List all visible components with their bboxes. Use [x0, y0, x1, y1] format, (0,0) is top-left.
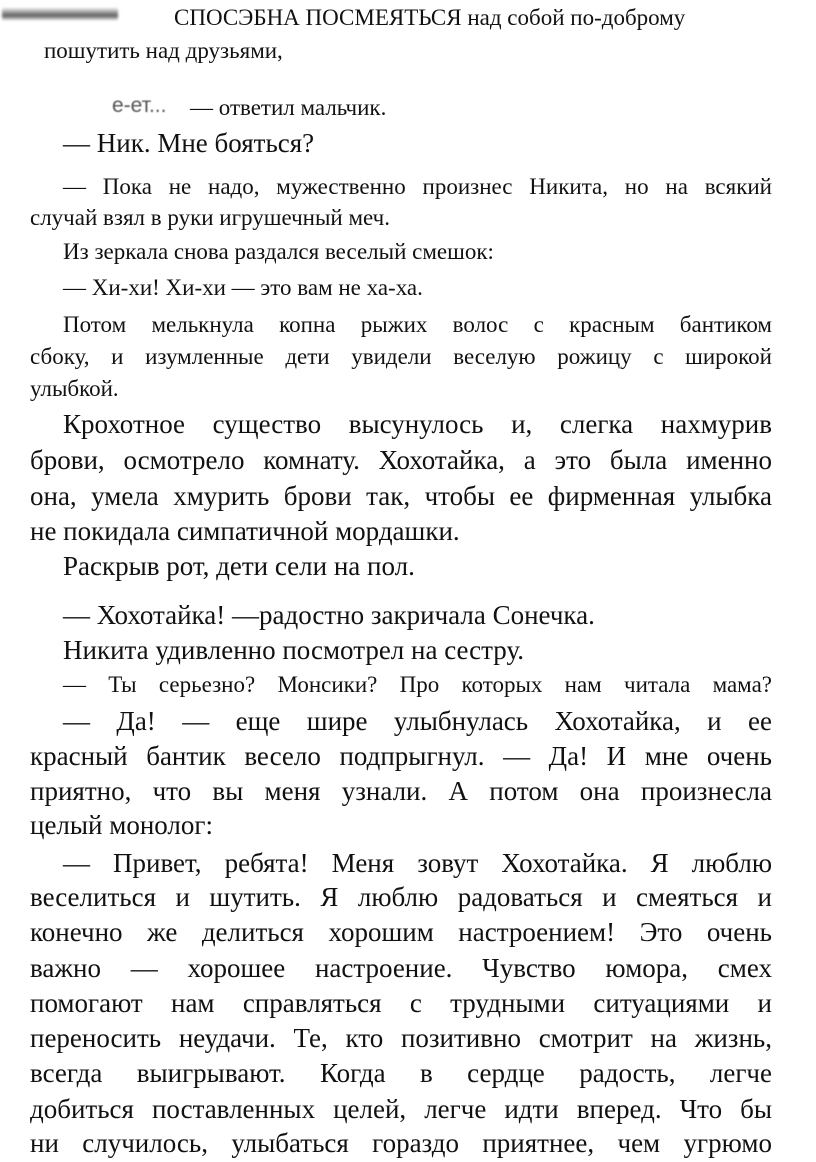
- text-line: Из зеркала снова раздался веселый смешок:: [63, 239, 494, 264]
- fragment-line: — ответил мальчик.: [190, 95, 387, 120]
- text-line: помогают нам справляться с трудными ситуациями и: [30, 988, 772, 1018]
- text-line: добиться поставленных целей, легче идти вперед. Что бы: [30, 1094, 772, 1124]
- text-line: улыбкой.: [30, 376, 119, 401]
- header-line-1: СПОСЭБНА ПОСМЕЯТЬСЯ над собой по-доброму: [174, 5, 686, 30]
- text-line: всегда выигрывают. Когда в сердце радость, легче: [30, 1058, 772, 1088]
- text-line: ни случилось, улыбаться гораздо приятнее, чем угрюмо: [30, 1128, 772, 1158]
- text-line: — Привет, ребята! Меня зовут Хохотайка. Я люблю: [63, 848, 772, 878]
- text-line: она, умела хмурить брови так, чтобы ее фирменная улыбка: [30, 481, 772, 511]
- text-line: Раскрыв рот, дети сели на пол.: [63, 551, 415, 581]
- text-line: Крохотное существо высунулось и, слегка нахмурив: [63, 409, 772, 439]
- text-line: — Да! — еще шире улыбнулась Хохотайка, и ее: [63, 706, 772, 736]
- text-line: — Пока не надо, мужественно произнес Никита, но на всякий: [63, 174, 772, 199]
- cropped-text-fragment: [2, 8, 118, 20]
- text-line: брови, осмотрело комнату. Хохотайка, а это была именно: [30, 445, 772, 475]
- text-line: красный бантик весело подпрыгнул. — Да! И мне очень: [30, 741, 772, 771]
- text-line: переносить неудачи. Те, кто позитивно смотрит на жизнь,: [30, 1023, 772, 1053]
- text-line: важно — хорошее настроение. Чувство юмора, смех: [30, 953, 772, 983]
- text-line: — Ты серьезно? Монсики? Про которых нам читала мама?: [63, 672, 772, 697]
- text-line: Потом мелькнула копна рыжих волос с красным бантиком: [63, 312, 772, 337]
- text-line: конечно же делиться хорошим настроением! Это очень: [30, 917, 772, 947]
- text-line: — Хохотайка! —радостно закричала Сонечка.: [63, 600, 595, 630]
- text-line: — Ник. Мне бояться?: [63, 128, 315, 158]
- header-line-2: пошутить над друзьями,: [44, 38, 283, 63]
- text-line: целый монолог:: [30, 810, 213, 840]
- text-line: не покидала симпатичной мордашки.: [30, 516, 460, 546]
- text-line: Никита удивленно посмотрел на сестру.: [63, 635, 524, 665]
- blurred-fragment-word: е-ет...: [112, 94, 167, 117]
- text-line: веселиться и шутить. Я люблю радоваться и смеяться и: [30, 882, 772, 912]
- text-line: приятно, что вы меня узнали. А потом она произнесла: [30, 776, 772, 806]
- text-line: сбоку, и изумленные дети увидели веселую рожицу с широкой: [30, 344, 772, 369]
- text-line: — Хи-хи! Хи-хи — это вам не ха-ха.: [63, 275, 423, 300]
- text-line: случай взял в руки игрушечный меч.: [30, 205, 390, 230]
